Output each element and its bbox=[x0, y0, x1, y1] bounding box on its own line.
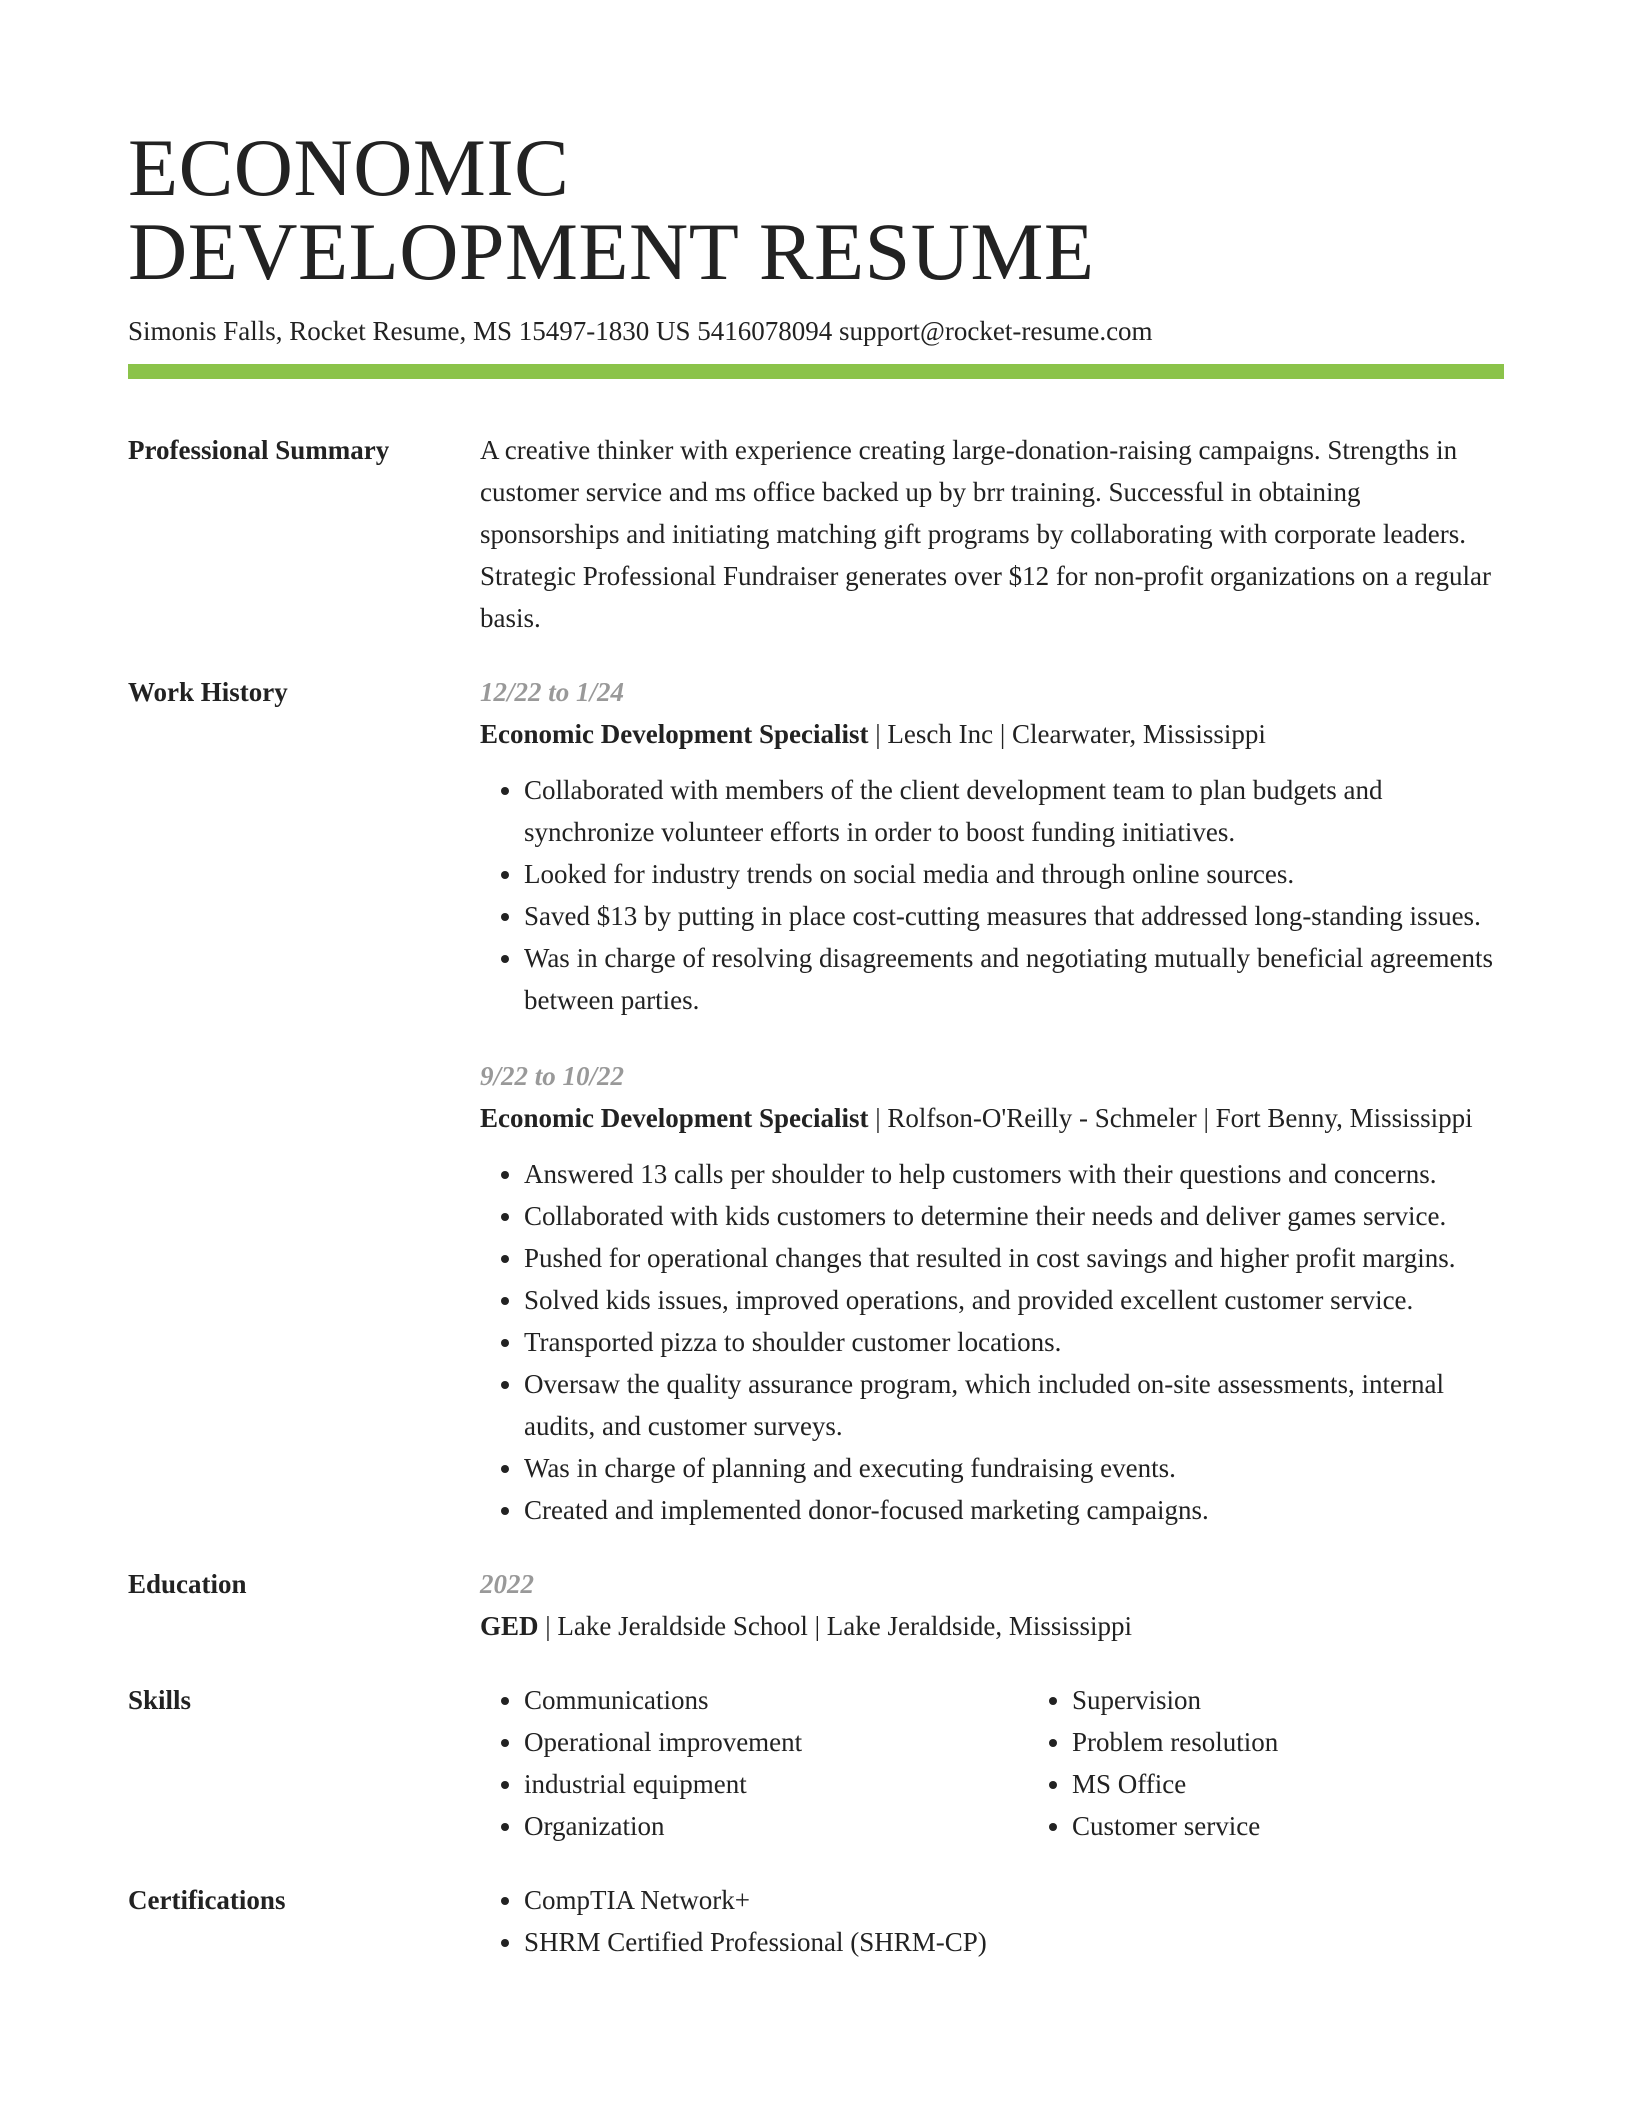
job-details: | Lesch Inc | Clearwater, Mississippi bbox=[868, 719, 1266, 749]
list-item: • Collaborated with kids customers to determine their needs and deliver games service. bbox=[524, 1195, 1504, 1237]
education-heading bbox=[480, 1605, 1504, 1647]
resume-page bbox=[128, 122, 1504, 1963]
list-item: • Oversaw the quality assurance program, which included on-site assessments, internal audits, and customer surveys. bbox=[524, 1363, 1504, 1447]
work-history-label: Work History bbox=[128, 677, 288, 707]
job-heading bbox=[480, 713, 1504, 755]
contact-info: Simonis Falls, Rocket Resume, MS 15497-1830 US 5416078094 support@rocket-resume.com bbox=[128, 316, 1153, 346]
education-year: 2022 bbox=[480, 1569, 534, 1599]
skills-column-1 bbox=[480, 1679, 1028, 1847]
list-item: • Was in charge of resolving disagreements and negotiating mutually beneficial agreements between parties. bbox=[524, 937, 1504, 1021]
work-history-body bbox=[480, 671, 1504, 1531]
education-section bbox=[128, 1563, 1504, 1647]
list-item: • Pushed for operational changes that resulted in cost savings and higher profit margins. bbox=[524, 1237, 1504, 1279]
certifications-body bbox=[480, 1879, 1504, 1963]
education-label: Education bbox=[128, 1569, 247, 1599]
list-item: • Operational improvement bbox=[524, 1721, 1028, 1763]
skills-grid bbox=[480, 1679, 1504, 1847]
list-item: • Customer service bbox=[1072, 1805, 1504, 1847]
list-item: • Solved kids issues, improved operations, and provided excellent customer service. bbox=[524, 1279, 1504, 1321]
list-item: • CompTIA Network+ bbox=[524, 1879, 1504, 1921]
certifications-section bbox=[128, 1879, 1504, 1963]
resume-title-line-1: ECONOMIC bbox=[128, 122, 570, 213]
job-bullets bbox=[480, 1153, 1504, 1531]
list-item: • Problem resolution bbox=[1072, 1721, 1504, 1763]
list-item: • Saved $13 by putting in place cost-cutting measures that addressed long-standing issues. bbox=[524, 895, 1504, 937]
work-history-section bbox=[128, 671, 1504, 1531]
job-dates: 12/22 to 1/24 bbox=[480, 677, 625, 707]
accent-divider bbox=[128, 364, 1504, 379]
list-item: • industrial equipment bbox=[524, 1763, 1028, 1805]
resume-title bbox=[128, 122, 1504, 297]
list-item: • Answered 13 calls per shoulder to help customers with their questions and concerns. bbox=[524, 1153, 1504, 1195]
job-entry bbox=[480, 671, 1504, 1021]
list-item: • Looked for industry trends on social media and through online sources. bbox=[524, 853, 1504, 895]
list-item: • Transported pizza to shoulder customer locations. bbox=[524, 1321, 1504, 1363]
list-item: • Collaborated with members of the client development team to plan budgets and synchronize volunteer efforts in order to boost funding initiatives. bbox=[524, 769, 1504, 853]
list-item: • MS Office bbox=[1072, 1763, 1504, 1805]
skills-section bbox=[128, 1679, 1504, 1847]
job-heading bbox=[480, 1097, 1504, 1139]
resume-title-line-2: DEVELOPMENT RESUME bbox=[128, 206, 1095, 297]
list-item: • Created and implemented donor-focused marketing campaigns. bbox=[524, 1489, 1504, 1531]
list-item: • Organization bbox=[524, 1805, 1028, 1847]
job-entry bbox=[480, 1055, 1504, 1531]
skills-column-2 bbox=[1028, 1679, 1504, 1847]
job-dates: 9/22 to 10/22 bbox=[480, 1061, 625, 1091]
skills-label: Skills bbox=[128, 1685, 192, 1715]
job-title: Economic Development Specialist bbox=[480, 1103, 869, 1133]
certifications-label: Certifications bbox=[128, 1885, 286, 1915]
list-item: • SHRM Certified Professional (SHRM-CP) bbox=[524, 1921, 1504, 1963]
education-body bbox=[480, 1563, 1504, 1647]
job-bullets bbox=[480, 769, 1504, 1021]
list-item: • Was in charge of planning and executing fundraising events. bbox=[524, 1447, 1504, 1489]
education-details: | Lake Jeraldside School | Lake Jeraldside, Mississippi bbox=[538, 1611, 1132, 1641]
summary-section bbox=[128, 429, 1504, 639]
certifications-list bbox=[480, 1879, 1504, 1963]
job-details: | Rolfson-O'Reilly - Schmeler | Fort Benny, Mississippi bbox=[868, 1103, 1473, 1133]
summary-text: A creative thinker with experience creating large-donation-raising campaigns. Strengths in customer service and ms office backed up by brr training. Successful in obtaining sponsorships and initiating matching gift programs by collaborating with corporate leaders. Strategic Professional Fundraiser generates over $12 for non-profit organizations on a regular basis. bbox=[480, 435, 1491, 633]
job-title: Economic Development Specialist bbox=[480, 719, 869, 749]
education-degree: GED bbox=[480, 1611, 539, 1641]
summary-label: Professional Summary bbox=[128, 435, 390, 465]
list-item: • Supervision bbox=[1072, 1679, 1504, 1721]
list-item: • Communications bbox=[524, 1679, 1028, 1721]
